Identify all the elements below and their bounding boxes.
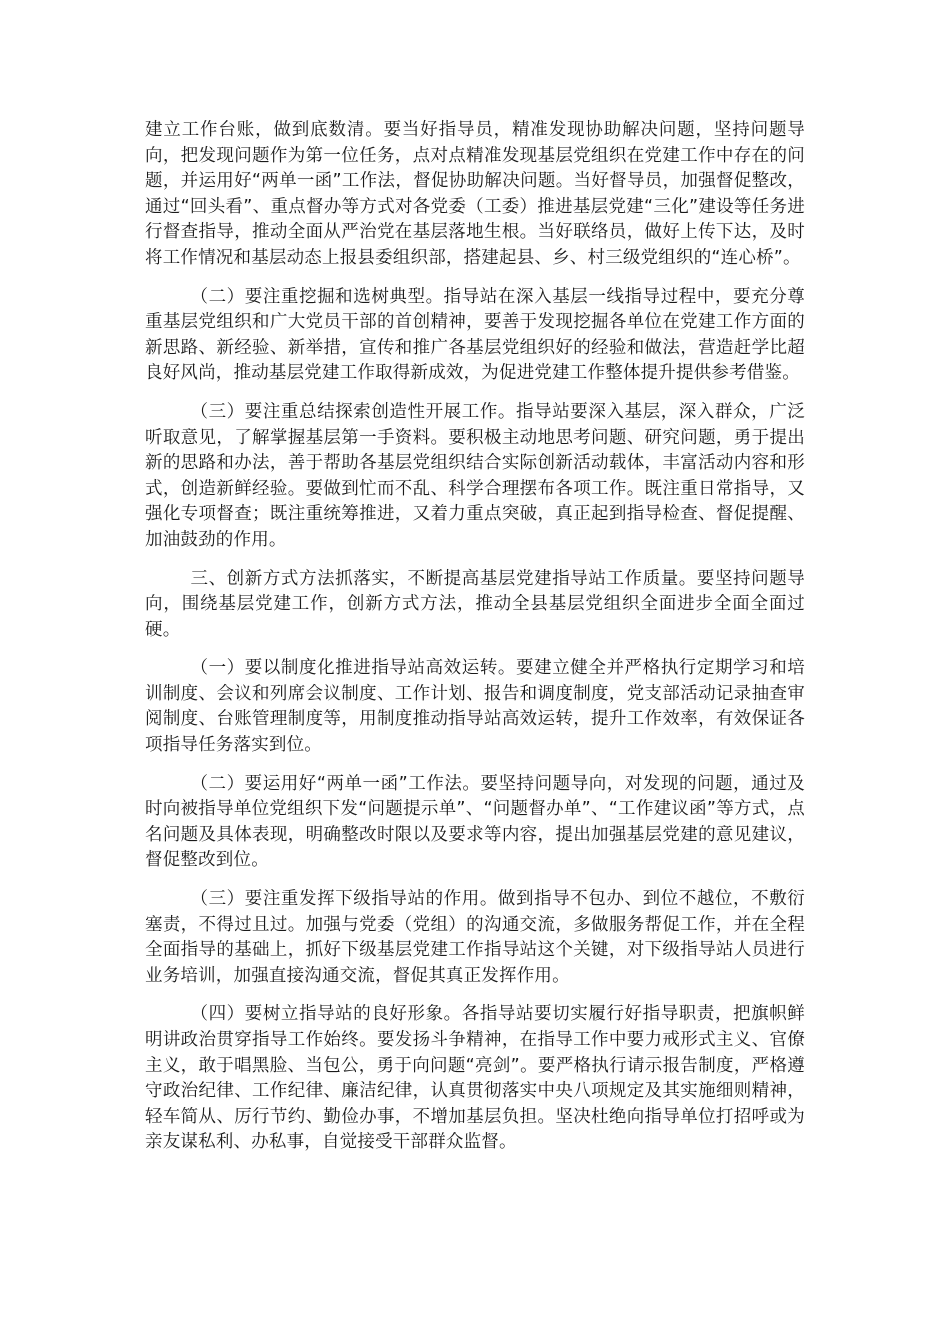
paragraph-8: （四）要树立指导站的良好形象。各指导站要切实履行好指导职责，把旗帜鲜明讲政治贯穿指导工作始终。要发扬斗争精神，在指导工作中要力戒形式主义、官僚主义，敢于唱黑脸、当包公，勇于向问题“亮剑”。要严格执行请示报告制度，严格遵守政治纪律、工作纪律、廉洁纪律，认真贯彻落实中央八项规定及其实施细则精神，轻车简从、厉行节约、勤俭办事，不增加基层负担。坚决杜绝向指导单位打招呼或为亲友谋私利、办私事，自觉接受干部群众监督。 (145, 1004, 805, 1153)
paragraph-6: （二）要运用好“两单一函”工作法。要坚持问题导向，对发现的问题，通过及时向被指导单位党组织下发“问题提示单”、“问题督办单”、“工作建议函”等方式，点名问题及具体表现，明确整改时限以及要求等内容，提出加强基层党建的意见建议，督促整改到位。 (145, 773, 805, 871)
document-page (145, 118, 805, 1169)
paragraph-3: （三）要注重总结探索创造性开展工作。指导站要深入基层，深入群众，广泛听取意见，了解掌握基层第一手资料。要积极主动地思考问题、研究问题，勇于提出新的思路和办法，善于帮助各基层党组织结合实际创新活动载体，丰富活动内容和形式，创造新鲜经验。要做到忙而不乱、科学合理摆布各项工作。既注重日常指导，又强化专项督查；既注重统筹推进，又着力重点突破，真正起到指导检查、督促提醒、加油鼓劲的作用。 (145, 401, 805, 550)
paragraph-5: （一）要以制度化推进指导站高效运转。要建立健全并严格执行定期学习和培训制度、会议和列席会议制度、工作计划、报告和调度制度，党支部活动记录抽查审阅制度、台账管理制度等，用制度推动指导站高效运转，提升工作效率，有效保证各项指导任务落实到位。 (145, 658, 805, 756)
paragraph-2: （二）要注重挖掘和选树典型。指导站在深入基层一线指导过程中，要充分尊重基层党组织和广大党员干部的首创精神，要善于发现挖掘各单位在党建工作方面的新思路、新经验、新举措，宣传和推广各基层党组织好的经验和做法，营造赶学比超良好风尚，推动基层党建工作取得新成效，为促进党建工作整体提升提供参考借鉴。 (145, 286, 805, 384)
paragraph-1: 建立工作台账，做到底数清。要当好指导员，精准发现协助解决问题，坚持问题导向，把发现问题作为第一位任务，点对点精准发现基层党组织在党建工作中存在的问题，并运用好“两单一函”工作法，督促协助解决问题。当好督导员，加强督促整改，通过“回头看”、重点督办等方式对各党委（工委）推进基层党建“三化”建设等任务进行督查指导，推动全面从严治党在基层落地生根。当好联络员，做好上传下达，及时将工作情况和基层动态上报县委组织部，搭建起县、乡、村三级党组织的“连心桥”。 (145, 120, 805, 268)
paragraph-7: （三）要注重发挥下级指导站的作用。做到指导不包办、到位不越位，不敷衍塞责，不得过且过。加强与党委（党组）的沟通交流，多做服务帮促工作，并在全程全面指导的基础上，抓好下级基层党建工作指导站这个关键，对下级指导站人员进行业务培训，加强直接沟通交流，督促其真正发挥作用。 (145, 889, 805, 986)
paragraph-4: 三、创新方式方法抓落实，不断提高基层党建指导站工作质量。要坚持问题导向，围绕基层党建工作，创新方式方法，推动全县基层党组织全面进步全面全面过硬。 (145, 568, 805, 640)
